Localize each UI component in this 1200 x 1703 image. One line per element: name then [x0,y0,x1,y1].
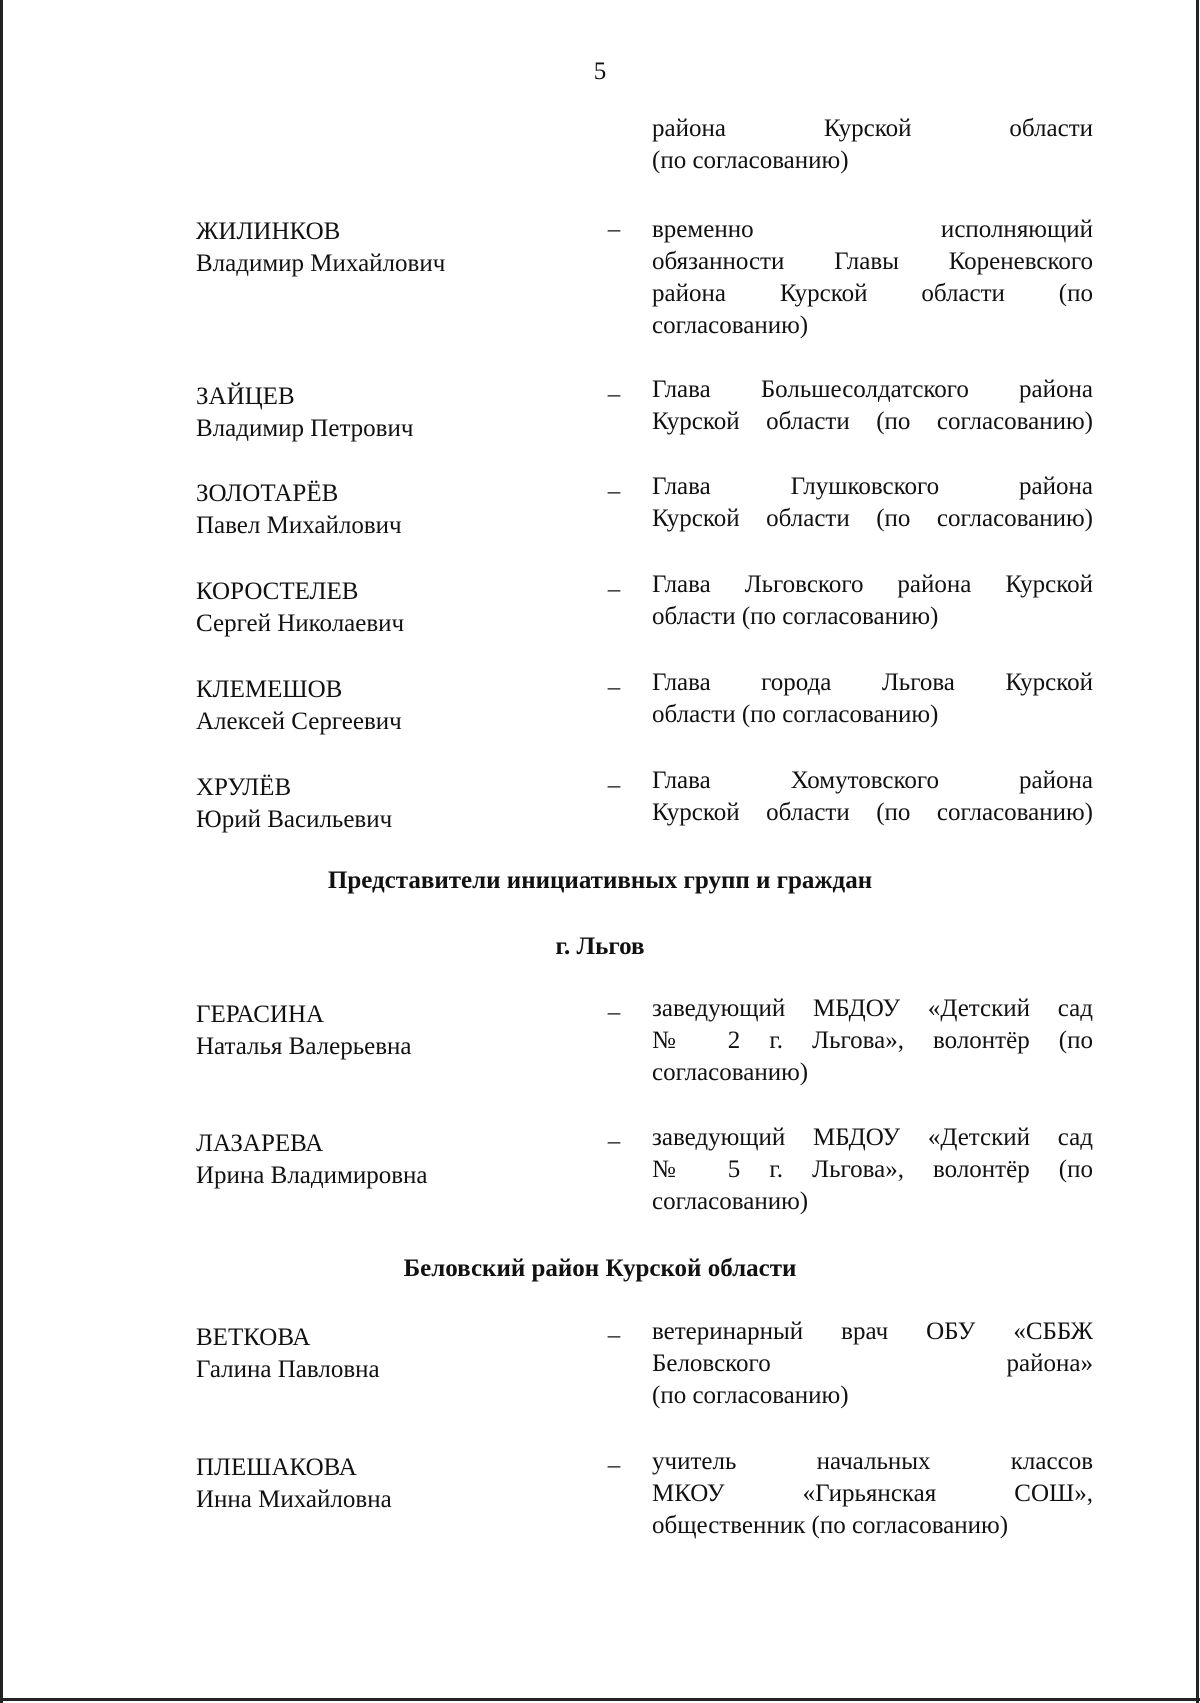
role-line: Курской области (по согласованию) [652,505,1093,532]
page-border-right [1196,0,1199,1703]
role-line: области (по согласованию) [652,603,939,630]
member-name [196,674,576,738]
role-line: Глава Льговского района Курской [652,571,1093,598]
role-line: временно исполняющий [652,216,1093,243]
member-given-name: Ирина Владимировна [196,1162,428,1189]
role-line: заведующий МБДОУ «Детский сад [652,1124,1093,1151]
role-line: согласованию) [652,312,809,339]
dash-separator: – [607,576,621,603]
member-surname: ГЕРАСИНА [196,1001,325,1028]
subsection-heading-belovsky: Беловский район Курской области [403,1255,797,1282]
member-surname: ЗОЛОТАРЁВ [196,480,339,507]
role-line: обязанности Главы Кореневского [652,248,1093,275]
subsection-heading-lgov: г. Льгов [555,933,645,960]
role-line: заведующий МБДОУ «Детский сад [652,995,1093,1022]
member-surname: ПЛЕШАКОВА [196,1454,357,1481]
role-line: (по согласованию) [652,1382,849,1409]
member-given-name: Сергей Николаевич [196,610,405,637]
member-role [652,1316,1093,1412]
member-name [196,216,576,280]
member-surname: КЛЕМЕШОВ [196,676,343,703]
role-line: учитель начальных классов [652,1448,1093,1475]
member-surname: ЖИЛИНКОВ [196,218,341,245]
member-given-name: Галина Павловна [196,1356,380,1383]
member-role [652,1122,1093,1218]
dash-separator: – [607,1322,621,1349]
member-role [652,993,1093,1089]
member-role [652,471,1093,535]
dash-separator: – [607,478,621,505]
continuation-line: района Курской области [652,115,1093,142]
dash-separator: – [607,772,621,799]
dash-separator: – [607,674,621,701]
dash-separator: – [607,999,621,1026]
member-role [652,1446,1093,1542]
member-given-name: Владимир Петрович [196,415,414,442]
dash-separator: – [607,216,621,243]
member-name [196,576,576,640]
role-line: Курской области (по согласованию) [652,408,1093,435]
member-given-name: Инна Михайловна [196,1486,392,1513]
page-number: 5 [593,58,607,85]
role-line: Глава Большесолдатского района [652,376,1093,403]
member-role [652,569,1093,633]
role-line: общественник (по согласованию) [652,1512,1009,1539]
member-role [652,214,1093,342]
member-surname: КОРОСТЕЛЕВ [196,578,359,605]
continuation-line: (по согласованию) [652,147,849,174]
member-name [196,1452,576,1516]
dash-separator: – [607,381,621,408]
section-heading: Представители инициативных групп и граждан [327,867,873,894]
member-name [196,478,576,542]
role-line: Глава города Льгова Курской [652,669,1093,696]
member-role [652,374,1093,438]
role-line: Глава Хомутовского района [652,767,1093,794]
role-line: № 2 г. Льгова», волонтёр (по [652,1027,1093,1054]
member-given-name: Наталья Валерьевна [196,1033,412,1060]
member-given-name: Алексей Сергеевич [196,708,402,735]
member-name [196,381,576,445]
member-role [652,765,1093,829]
role-line: согласованию) [652,1059,809,1086]
role-line: № 5 г. Льгова», волонтёр (по [652,1156,1093,1183]
role-line: района Курской области (по [652,280,1093,307]
role-line: Курской области (по согласованию) [652,799,1093,826]
page-border-bottom [0,1698,1200,1701]
role-line: согласованию) [652,1188,809,1215]
member-role [652,667,1093,731]
dash-separator: – [607,1128,621,1155]
member-name [196,772,576,836]
member-surname: ВЕТКОВА [196,1324,311,1351]
member-name [196,1322,576,1386]
member-name [196,1128,576,1192]
continuation-text [652,113,1093,177]
role-line: Беловского района» [652,1350,1093,1377]
role-line: Глава Глушковского района [652,473,1093,500]
member-surname: ЗАЙЦЕВ [196,383,295,410]
member-surname: ХРУЛЁВ [196,774,292,801]
dash-separator: – [607,1452,621,1479]
member-given-name: Владимир Михайлович [196,250,446,277]
member-given-name: Юрий Васильевич [196,806,393,833]
member-name [196,999,576,1063]
role-line: области (по согласованию) [652,701,939,728]
member-surname: ЛАЗАРЕВА [196,1130,324,1157]
role-line: ветеринарный врач ОБУ «СББЖ [652,1318,1093,1345]
role-line: МКОУ «Гирьянская СОШ», [652,1480,1093,1507]
member-given-name: Павел Михайлович [196,512,402,539]
page-border-left [0,0,3,1703]
